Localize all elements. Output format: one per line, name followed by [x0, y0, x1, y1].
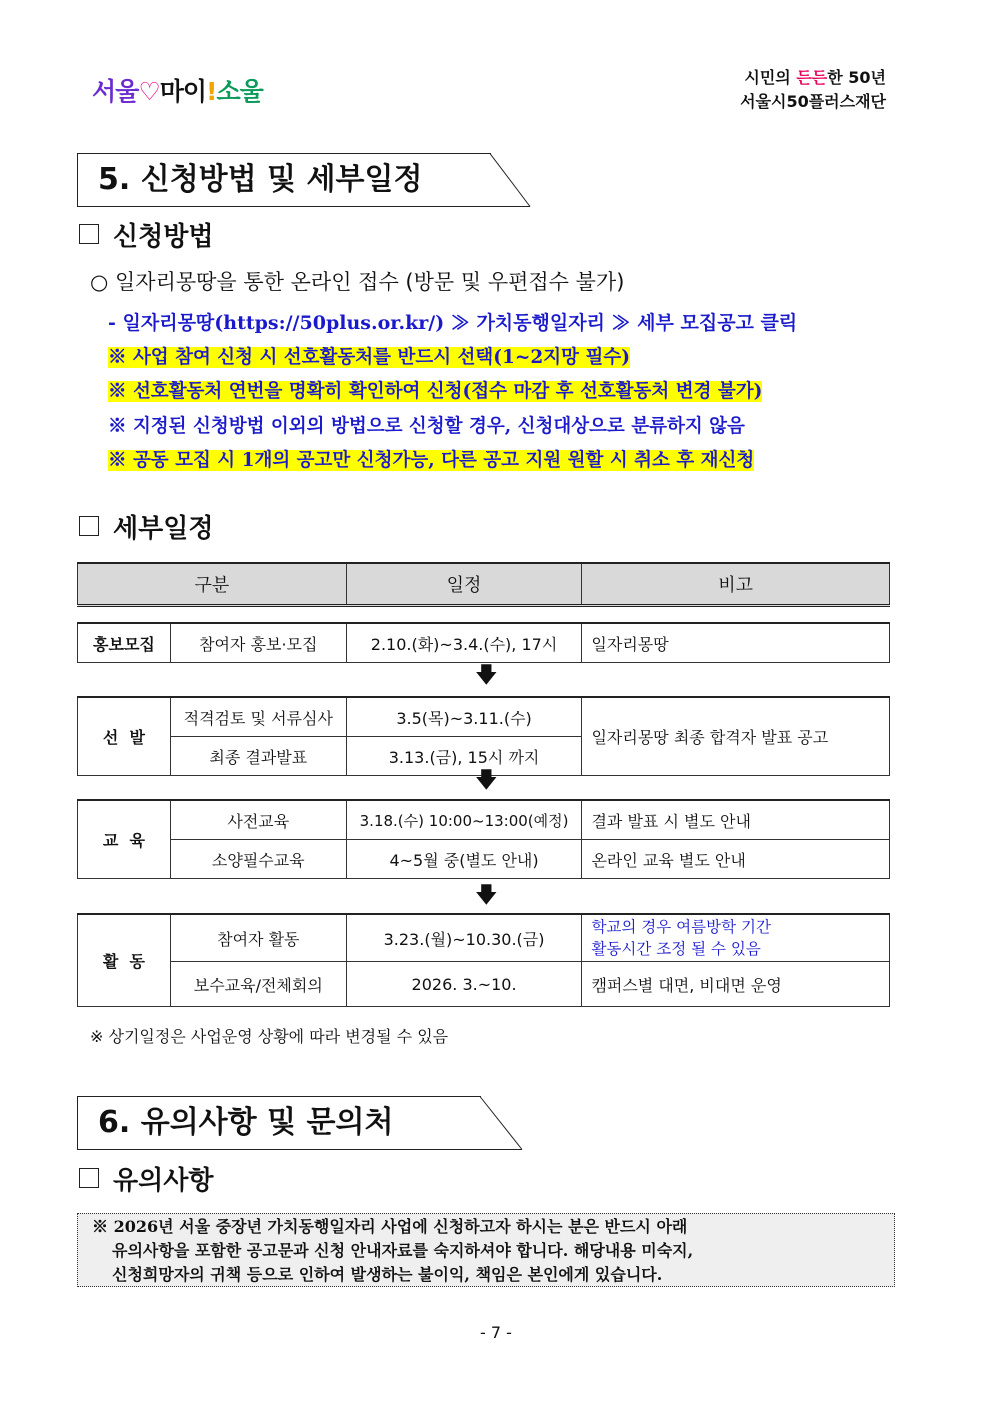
item-cell: 보수교육/전체회의 — [170, 962, 346, 1007]
foundation-name: 서울시50플러스재단 — [740, 92, 886, 111]
category-activity: 활 동 — [78, 914, 171, 1007]
col-date: 일정 — [346, 563, 582, 606]
method-main: ○ 일자리몽땅을 통한 온라인 접수 (방문 및 우편접수 불가) — [90, 270, 625, 294]
date-cell: 3.5(목)~3.11.(수) — [346, 697, 582, 737]
date-cell: 3.18.(수) 10:00~13:00(예정) — [346, 800, 582, 840]
method-note-2: ※ 선호활동처 연번을 명확히 확인하여 신청(접수 마감 후 선호활동처 변경 불가) — [108, 381, 763, 402]
table-row — [78, 623, 890, 663]
schedule-block-edu — [77, 799, 890, 879]
tagline — [740, 66, 886, 114]
schedule-block-select — [77, 696, 890, 776]
schedule-heading: 세부일정 — [79, 508, 213, 545]
method-link-line: - 일자리몽땅(https://50plus.or.kr/) ≫ 가치동행일자리 ≫ 세부 모집공고 클릭 — [108, 312, 798, 334]
category-promo: 홍보모집 — [78, 623, 171, 663]
note-cell: 일자리몽땅 최종 합격자 발표 공고 — [582, 697, 890, 776]
method-note-3: ※ 지정된 신청방법 이외의 방법으로 신청할 경우, 신청대상으로 분류하지 않음 — [108, 416, 745, 437]
method-note-1: ※ 사업 참여 신청 시 선호활동처를 반드시 선택(1~2지망 필수) — [108, 347, 630, 368]
date-cell: 2026. 3.~10. — [346, 962, 582, 1007]
notice-box — [77, 1213, 895, 1287]
item-cell: 소양필수교육 — [170, 840, 346, 879]
date-cell: 3.13.(금), 15시 까지 — [346, 737, 582, 776]
section6-title: 6. 유의사항 및 문의처 — [77, 1096, 481, 1150]
schedule-table-header — [77, 562, 890, 607]
table-row — [78, 962, 890, 1007]
date-cell: 2.10.(화)~3.4.(수), 17시 — [346, 623, 582, 663]
date-cell: 4~5월 중(별도 안내) — [346, 840, 582, 879]
note-cell: 일자리몽땅 — [582, 623, 890, 663]
checkbox-square-icon — [79, 1168, 99, 1188]
note-cell: 결과 발표 시 별도 안내 — [582, 800, 890, 840]
table-row — [78, 914, 890, 962]
checkbox-square-icon — [79, 224, 99, 244]
item-cell: 참여자 홍보·모집 — [170, 623, 346, 663]
section6-title-corner — [480, 1096, 524, 1152]
method-heading: 신청방법 — [79, 216, 213, 253]
logo: 서울♡마이!소울 — [92, 77, 263, 106]
date-cell: 3.23.(월)~10.30.(금) — [346, 914, 582, 962]
col-note: 비고 — [582, 563, 890, 606]
item-cell: 최종 결과발표 — [170, 737, 346, 776]
item-cell: 적격검토 및 서류심사 — [170, 697, 346, 737]
notice-line: 유의사항을 포함한 공고문과 신청 안내자료를 숙지하셔야 합니다. 해당내용 미숙지, — [112, 1241, 694, 1260]
section5-title: 5. 신청방법 및 세부일정 — [77, 153, 491, 207]
note-cell: 캠퍼스별 대면, 비대면 운영 — [582, 962, 890, 1007]
notice-heading: 유의사항 — [79, 1160, 213, 1197]
method-note-4: ※ 공동 모집 시 1개의 공고만 신청가능, 다른 공고 지원 원할 시 취소 후 재신청 — [108, 450, 755, 471]
note-cell: 온라인 교육 별도 안내 — [582, 840, 890, 879]
down-arrow-icon: 🡇 — [475, 883, 498, 908]
item-cell: 사전교육 — [170, 800, 346, 840]
note-cell — [582, 914, 890, 962]
category-edu: 교 육 — [78, 800, 171, 879]
table-row — [78, 697, 890, 737]
schedule-block-promo — [77, 622, 890, 663]
tagline-post: 한 50년 — [827, 68, 886, 87]
table-row — [78, 800, 890, 840]
notice-line: ※ 2026년 서울 중장년 가치동행일자리 사업에 신청하고자 하시는 분은 반드시 아래 — [92, 1217, 688, 1236]
notice-line: 신청희망자의 귀책 등으로 인하여 발생하는 불이익, 책임은 본인에게 있습니다. — [112, 1265, 663, 1284]
note-line: 활동시간 조정 될 수 있음 — [591, 940, 761, 958]
checkbox-square-icon — [79, 516, 99, 536]
tagline-pre: 시민의 — [744, 68, 797, 87]
table-row — [78, 840, 890, 879]
schedule-footnote: ※ 상기일정은 사업운영 상황에 따라 변경될 수 있음 — [90, 1027, 449, 1046]
page-number: - 7 - — [480, 1323, 512, 1342]
item-cell: 참여자 활동 — [170, 914, 346, 962]
down-arrow-icon: 🡇 — [475, 768, 498, 793]
down-arrow-icon: 🡇 — [475, 663, 498, 688]
schedule-block-activity — [77, 913, 890, 1007]
section5-title-corner — [490, 153, 532, 209]
tagline-accent: 든든 — [796, 68, 828, 87]
note-line: 학교의 경우 여름방학 기간 — [591, 918, 771, 936]
category-select: 선 발 — [78, 697, 171, 776]
col-category: 구분 — [78, 563, 347, 606]
